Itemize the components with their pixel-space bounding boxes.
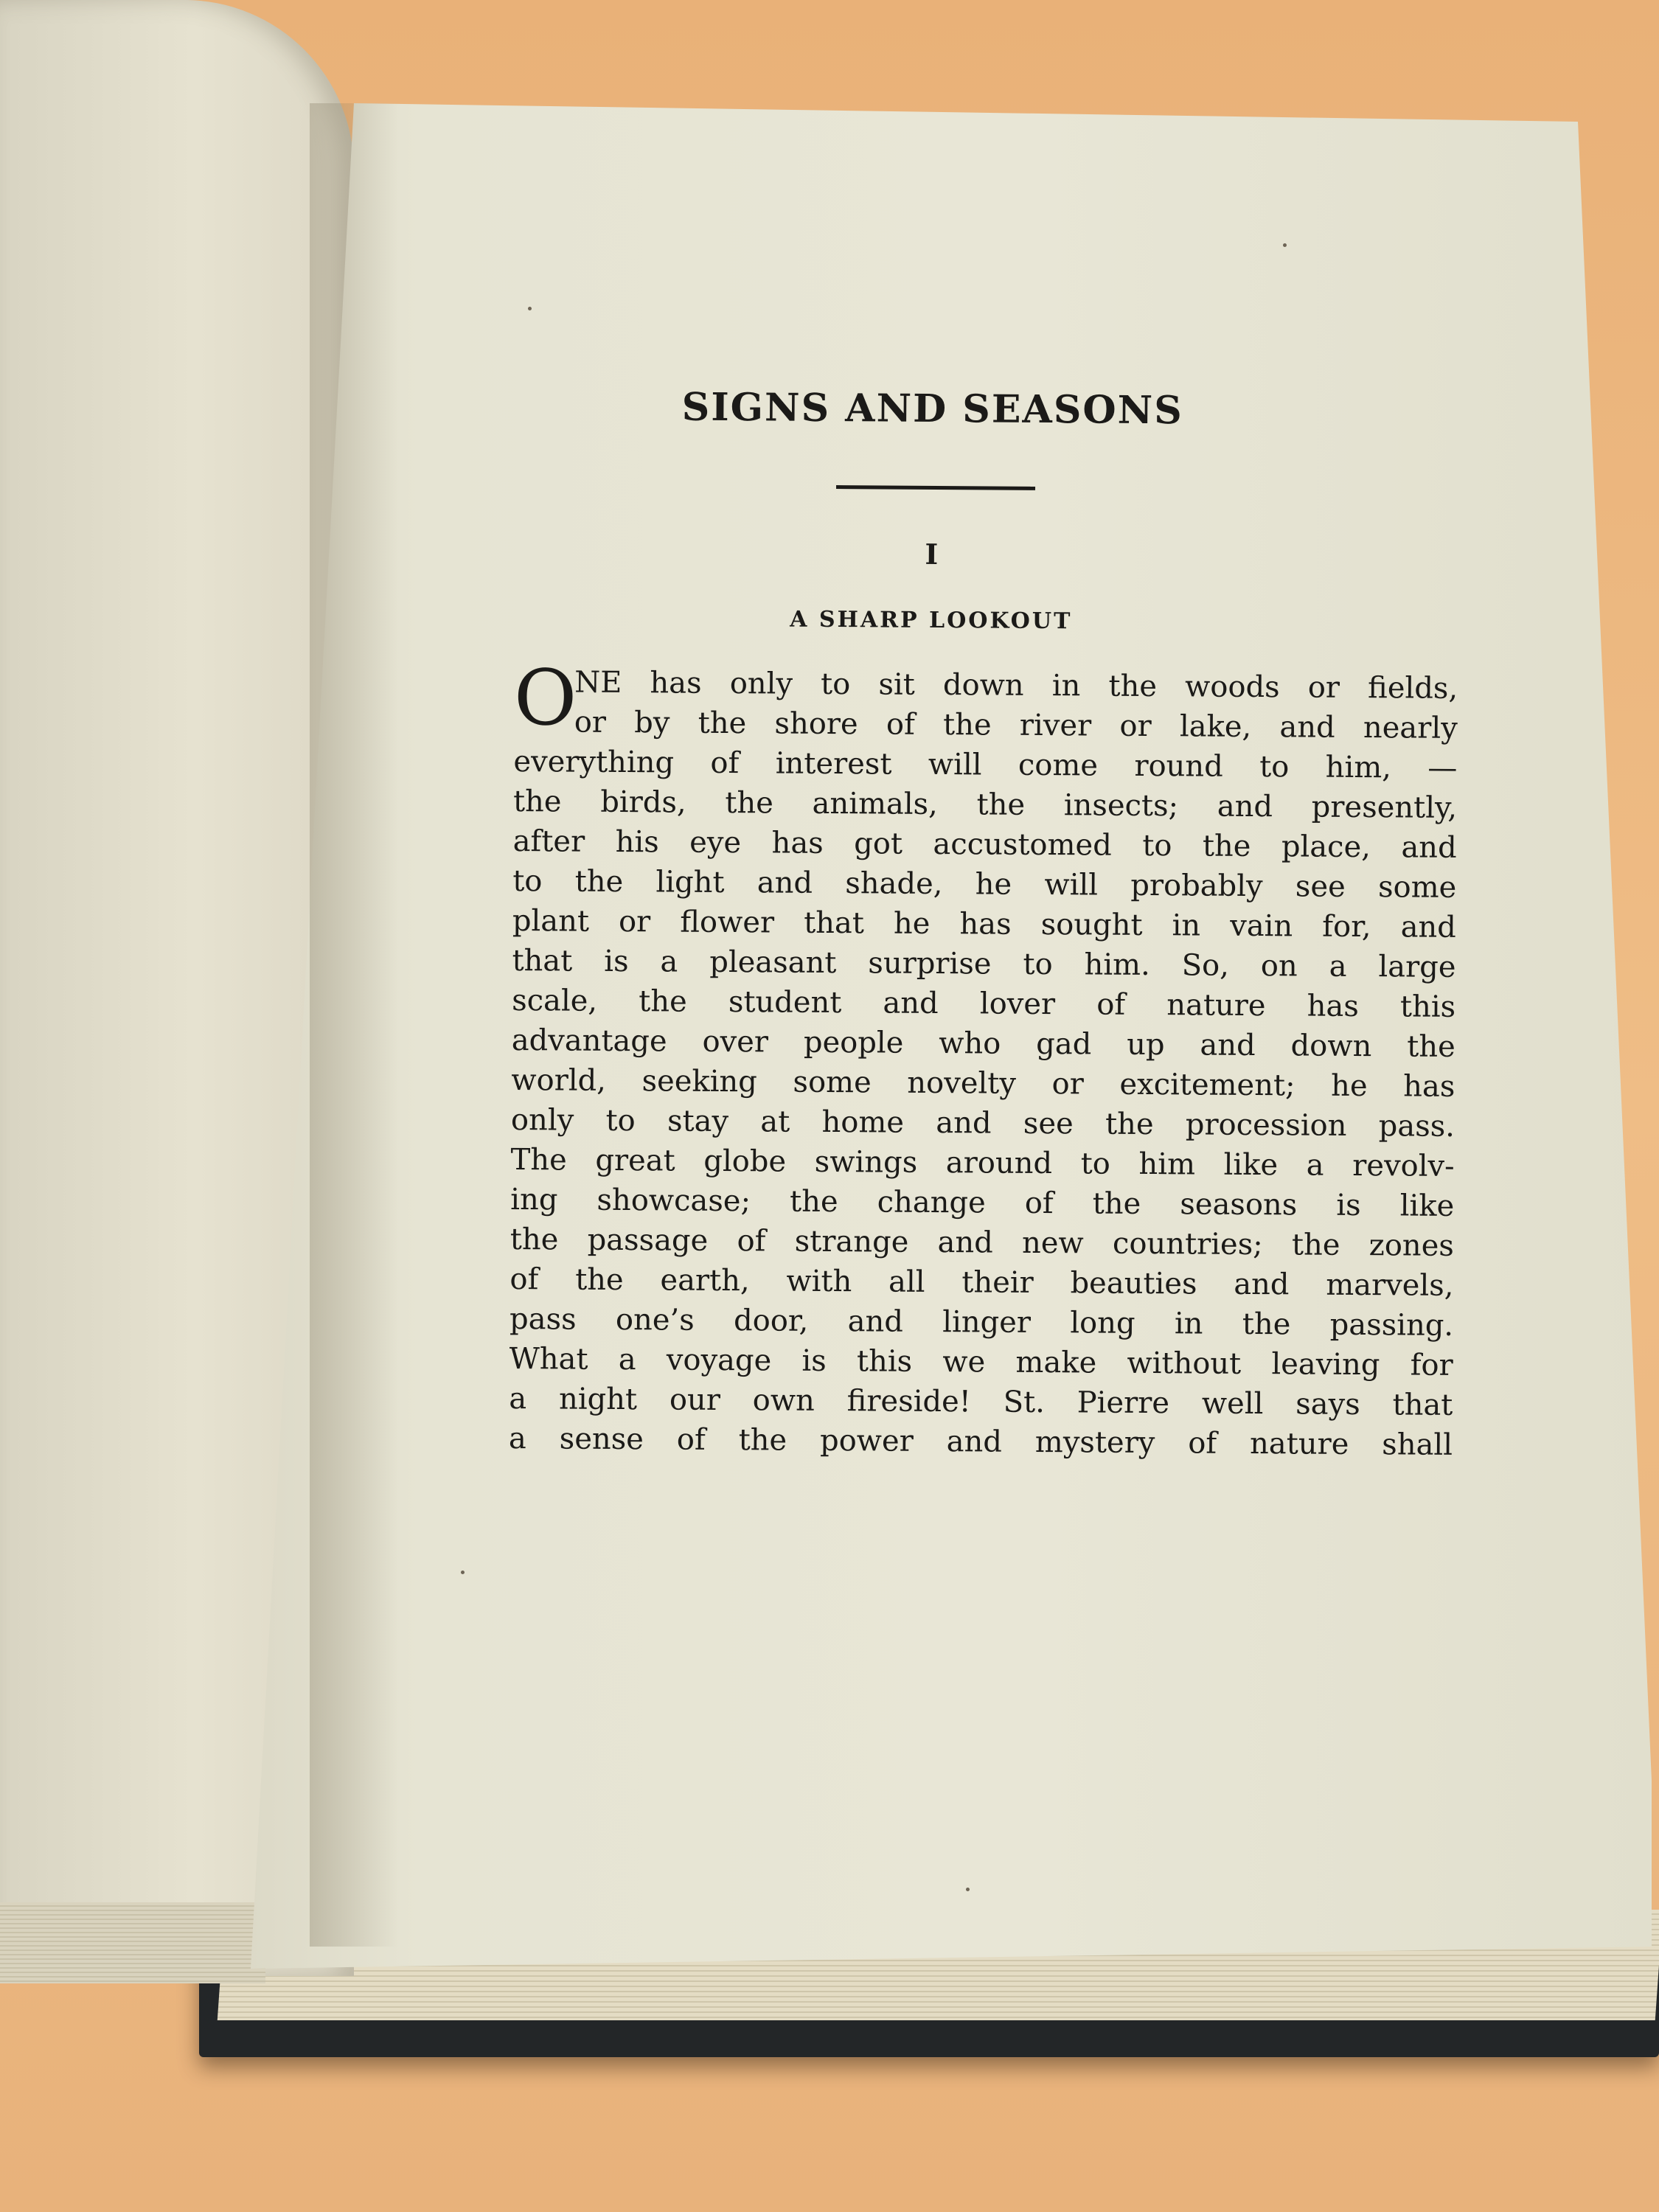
body-line: plant or flower that he has sought in vain for, and bbox=[512, 903, 1457, 945]
left-page-edge bbox=[0, 1902, 265, 1983]
body-line-text: NE has only to sit down in the woods or fields, bbox=[574, 665, 1458, 706]
body-line: What a voyage is this we make without leaving for bbox=[509, 1341, 1453, 1382]
body-line: of the earth, with all their beauties and marvels, bbox=[509, 1262, 1454, 1303]
body-line: world, seeking some novelty or excitement; he has bbox=[511, 1062, 1455, 1104]
body-text bbox=[508, 652, 1458, 1465]
body-line: scale, the student and lover of nature has this bbox=[511, 983, 1456, 1024]
body-line: a night our own fireside! St. Pierre well says that bbox=[509, 1381, 1453, 1422]
body-line: everything of interest will come round to him, — bbox=[513, 744, 1458, 785]
body-line: that is a pleasant surprise to him. So, on a large bbox=[512, 943, 1456, 984]
body-line: pass one’s door, and linger long in the passing. bbox=[509, 1301, 1454, 1343]
gutter-shadow bbox=[310, 103, 398, 1947]
paper-speck bbox=[528, 307, 532, 310]
body-line: ing showcase; the change of the seasons is like bbox=[510, 1182, 1455, 1223]
body-line: the passage of strange and new countries; the zones bbox=[509, 1222, 1455, 1263]
body-line: advantage over people who gad up and down the bbox=[511, 1023, 1455, 1064]
body-line: a sense of the power and mystery of nature shall bbox=[508, 1421, 1453, 1462]
body-line: The great globe swings around to him like a revolv- bbox=[510, 1142, 1455, 1183]
body-line: only to stay at home and see the procession pass. bbox=[510, 1102, 1455, 1144]
chapter-heading: A SHARP LOOKOUT bbox=[790, 606, 1073, 635]
page-title: SIGNS AND SEASONS bbox=[681, 384, 1183, 434]
body-line: after his eye has got accustomed to the place, and bbox=[512, 824, 1457, 865]
body-line: to the light and shade, he will probably see some bbox=[512, 863, 1457, 905]
drop-cap: O bbox=[513, 652, 577, 743]
chapter-numeral: I bbox=[925, 537, 939, 571]
body-line: or by the shore of the river or lake, and nearly bbox=[574, 705, 1458, 745]
body-line: the birds, the animals, the insects; and presently, bbox=[512, 784, 1458, 825]
paper-speck bbox=[1283, 243, 1287, 247]
paper-speck bbox=[461, 1571, 465, 1574]
paper-speck bbox=[966, 1888, 970, 1891]
